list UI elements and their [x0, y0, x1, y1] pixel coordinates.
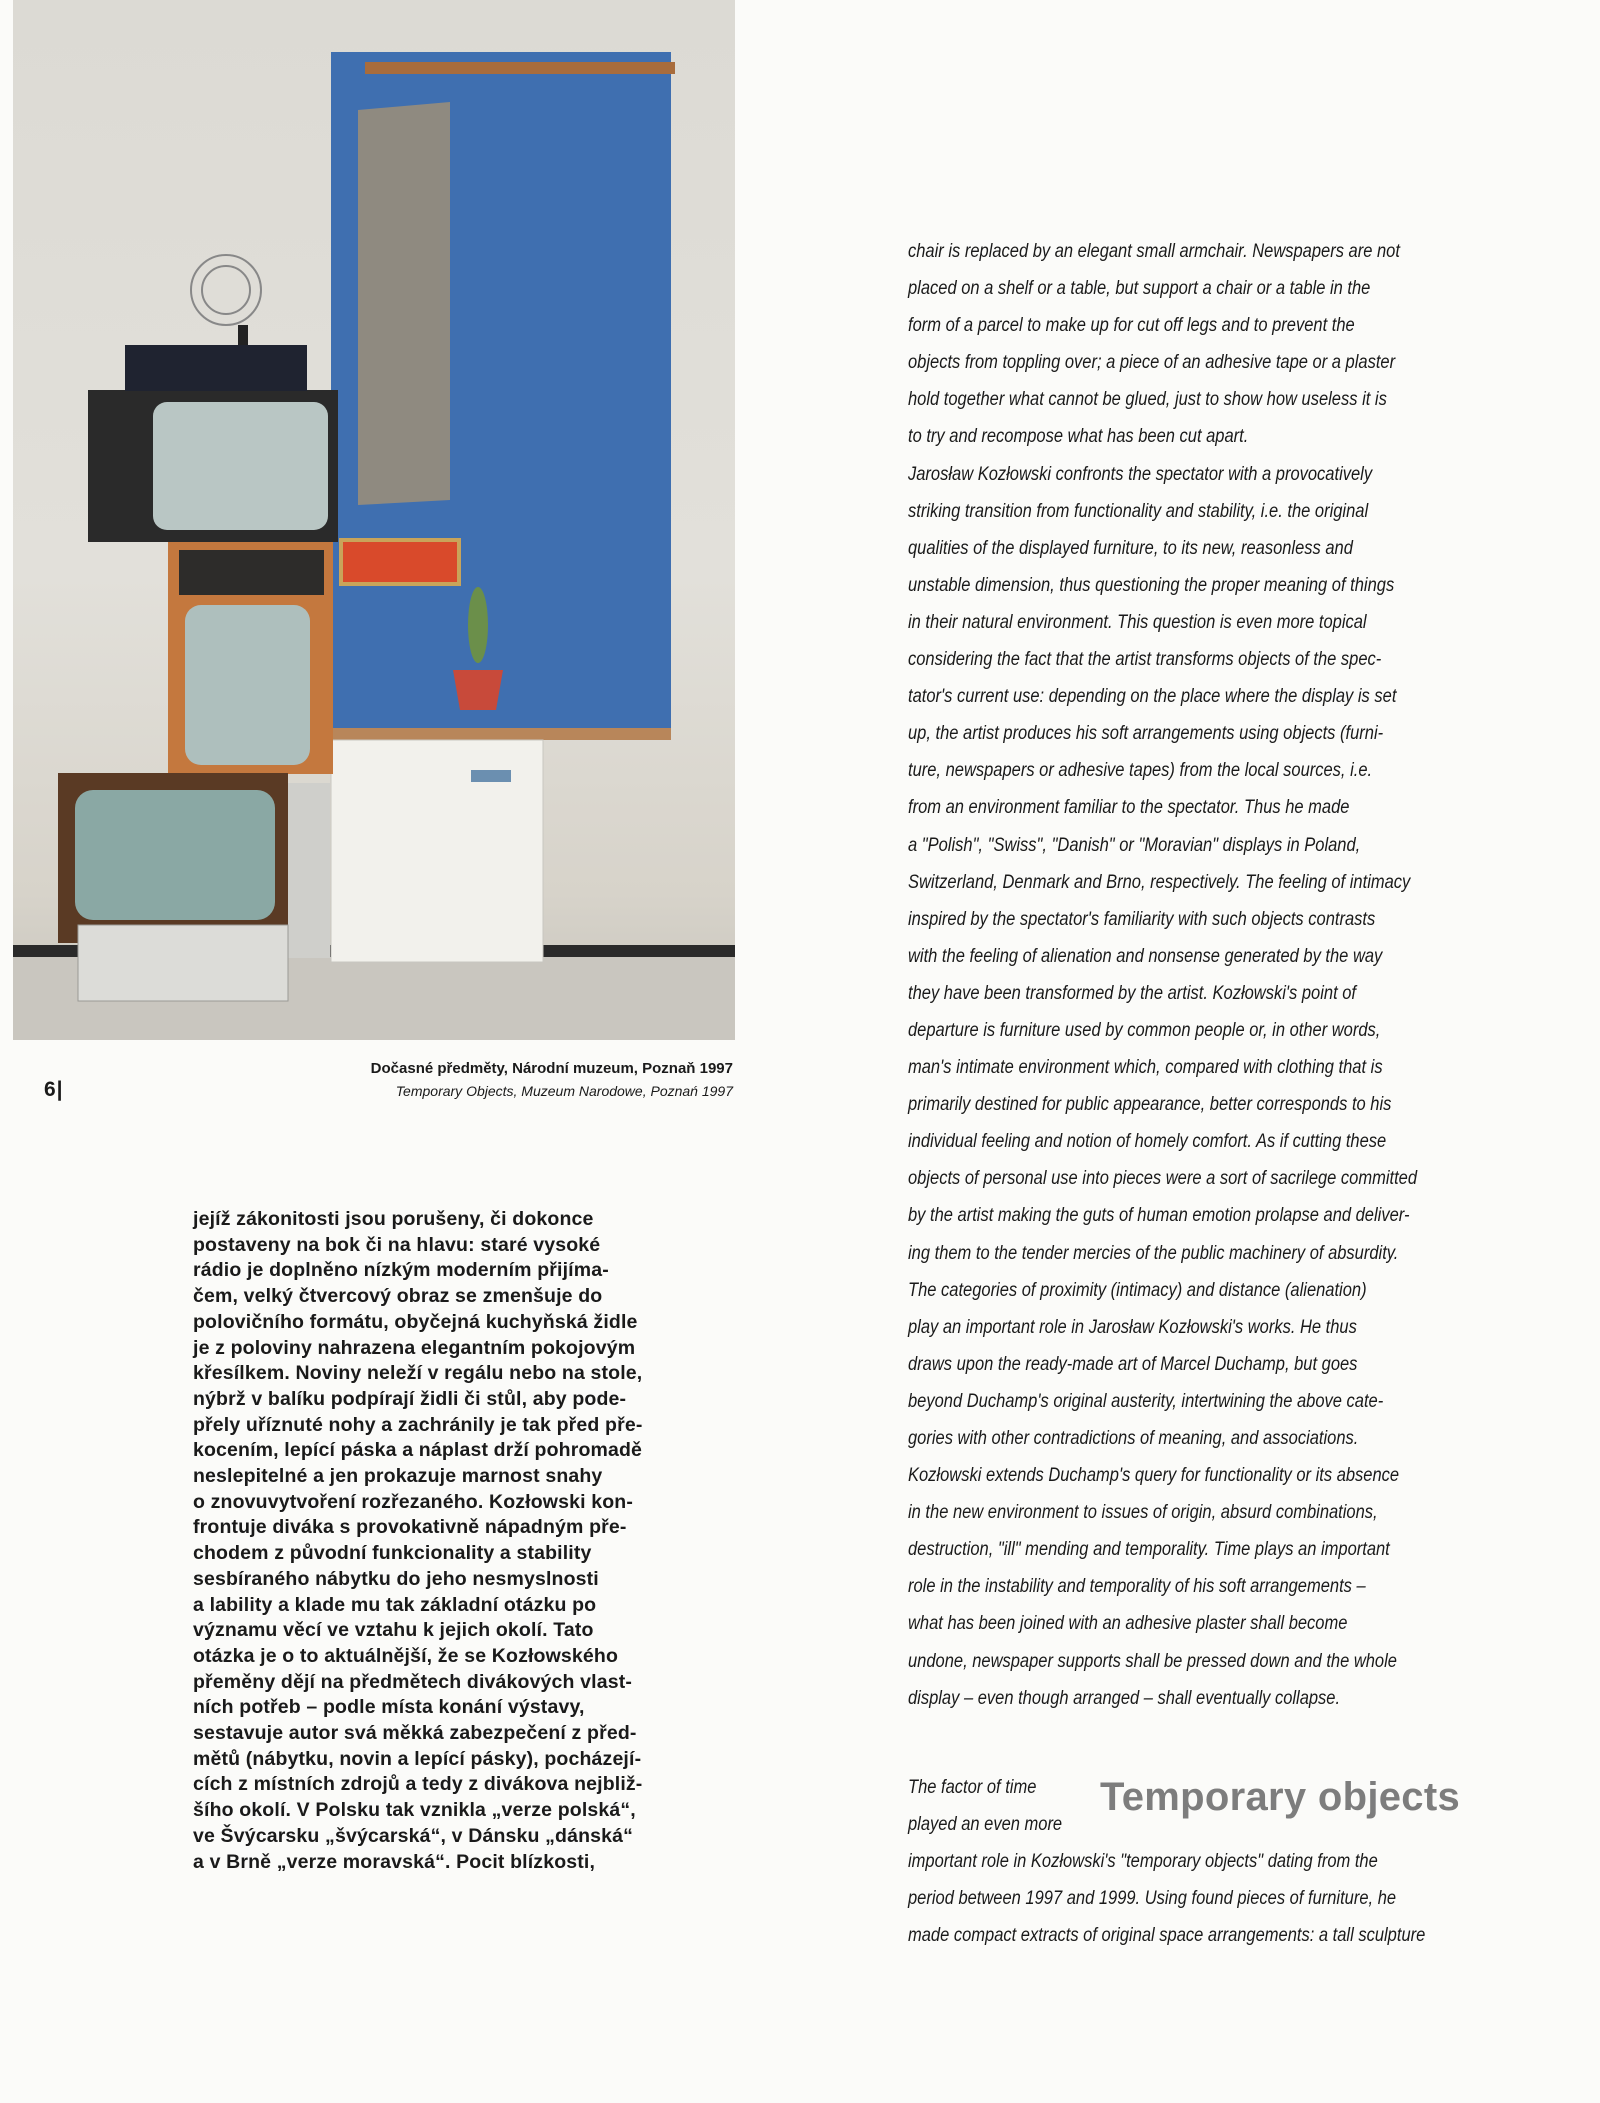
shelf [331, 728, 671, 740]
text-line: šího okolí. V Polsku tak vznikla „verze polská“, [193, 1799, 636, 1822]
text-line: přeměny dějí na předmětech divákových vlast- [193, 1670, 633, 1693]
text-line: from an environment familiar to the spectator. Thus he made [908, 797, 1350, 819]
text-line: tator's current use: depending on the place where the display is set [908, 686, 1397, 708]
text-line: gories with other contradictions of meaning, and associations. [908, 1428, 1359, 1449]
text-line: rádio je doplněno nízkým moderním přijíma- [193, 1259, 609, 1282]
installation-photo-icon [13, 0, 735, 1040]
text-line: Switzerland, Denmark and Brno, respectively. The feeling of intimacy [908, 871, 1411, 893]
text-line: made compact extracts of original space arrangements: a tall sculpture [908, 1925, 1426, 1947]
text-line: chair is replaced by an elegant small armchair. Newspapers are not [908, 241, 1400, 262]
text-line: sestavuje autor svá měkká zabezpečení z před- [193, 1722, 637, 1745]
text-line: qualities of the displayed furniture, to its new, reasonless and [908, 537, 1353, 559]
text-line: objects from toppling over; a piece of an adhesive tape or a plaster [908, 352, 1396, 374]
lead-line: The factor of time [908, 1777, 1037, 1798]
text-line: chodem z původní funkcionality a stability [193, 1542, 592, 1565]
text-line: draws upon the ready-made art of Marcel Duchamp, but goes [908, 1353, 1358, 1375]
page-number: 6| [44, 1078, 64, 1101]
text-line: departure is furniture used by common people or, in other words, [908, 1019, 1381, 1041]
text-line: individual feeling and notion of homely comfort. As if cutting these [908, 1131, 1387, 1153]
text-line: objects of personal use into pieces were a sort of sacrilege committed [908, 1168, 1418, 1190]
text-line: hold together what cannot be glued, just to show how useless it is [908, 389, 1387, 411]
text-line: inspired by the spectator's familiarity with such objects contrasts [908, 908, 1376, 930]
text-line: o znovuvytvoření rozřezaného. Kozłowski kon- [193, 1490, 633, 1513]
cactus [468, 587, 488, 663]
antenna-rings-inner [202, 266, 250, 314]
red-drawer [341, 540, 459, 584]
text-line: they have been transformed by the artist. Kozłowski's point of [908, 982, 1357, 1004]
text-line: křesílkem. Noviny neleží v regálu nebo na stole, [193, 1362, 643, 1385]
text-line: considering the fact that the artist transforms objects of the spec- [908, 649, 1382, 671]
mirror [358, 102, 450, 505]
text-line: Kozłowski extends Duchamp's query for functionality or its absence [908, 1465, 1400, 1487]
text-line: with the feeling of alienation and nonsense generated by the way [908, 945, 1383, 967]
czech-text-column [193, 1207, 783, 1875]
text-line: in their natural environment. This question is even more topical [908, 611, 1367, 633]
text-line: a "Polish", "Swiss", "Danish" or "Moravian" displays in Poland, [908, 834, 1361, 856]
text-line: ing them to the tender mercies of the public machinery of absurdity. [908, 1242, 1399, 1264]
text-line: form of a parcel to make up for cut off legs and to prevent the [908, 315, 1355, 337]
text-line: unstable dimension, thus questioning the proper meaning of things [908, 574, 1395, 596]
text-line: destruction, "ill" mending and temporality. Time plays an important [908, 1539, 1390, 1561]
text-line: významu věcí ve vztahu k jejich okolí. Tato [193, 1619, 594, 1642]
fridge [331, 740, 543, 962]
coat-rail [365, 62, 675, 74]
tv-middle-screen [185, 605, 310, 765]
section-heading: Temporary objects [1100, 1775, 1461, 1819]
text-line: Jarosław Kozłowski confronts the spectator with a provocatively [908, 463, 1373, 485]
text-line: postaveny na bok či na hlavu: staré vysoké [193, 1233, 601, 1256]
photo-caption-english: Temporary Objects, Muzeum Narodowe, Poznań 1997 [395, 1083, 733, 1099]
text-line: striking transition from functionality and stability, i.e. the original [908, 500, 1369, 522]
text-line: a v Brně „verze moravská“. Pocit blízkosti, [193, 1850, 596, 1873]
photo-caption-czech: Dočasné předměty, Národní muzeum, Poznaň 1997 [370, 1060, 733, 1077]
text-line: placed on a shelf or a table, but support a chair or a table in the [908, 278, 1371, 300]
text-line: up, the artist produces his soft arrangements using objects (furni- [908, 723, 1384, 745]
tv-bottom-side [288, 783, 330, 958]
english-text-column [908, 233, 1528, 1717]
text-line: primarily destined for public appearance, better corresponds to his [908, 1094, 1392, 1116]
text-line: čem, velký čtvercový obraz se zmenšuje do [193, 1285, 603, 1308]
text-line: frontuje diváka s provokativně nápadným pře- [193, 1516, 627, 1539]
text-line: otázka je o to aktuálnější, že se Kozłowského [193, 1644, 619, 1667]
text-line: role in the instability and temporality of his soft arrangements – [908, 1576, 1366, 1598]
text-line: přely uříznuté nohy a zachránily je tak před pře- [193, 1413, 643, 1436]
fridge-badge [471, 770, 511, 782]
cactus-pot [453, 670, 503, 710]
tv-top-screen [153, 402, 328, 530]
text-line: polovičního formátu, obyčejná kuchyňská židle [193, 1310, 638, 1333]
text-line: period between 1997 and 1999. Using found pieces of furniture, he [908, 1888, 1397, 1910]
text-line: nýbrž v balíku podpírají židli či stůl, aby pode- [193, 1387, 627, 1410]
installation-photo [13, 0, 735, 1040]
text-line: undone, newspaper supports shall be pressed down and the whole [908, 1650, 1397, 1672]
text-line: a lability a klade mu tak základní otázku po [193, 1593, 597, 1616]
text-line: what has been joined with an adhesive plaster shall become [908, 1613, 1348, 1635]
text-line: sesbíraného nábytku do jeho nesmyslnosti [193, 1567, 599, 1590]
text-line: by the artist making the guts of human emotion prolapse and deliver- [908, 1205, 1410, 1227]
text-line: important role in Kozłowski's "temporary objects" dating from the [908, 1851, 1378, 1873]
text-line: ve Švýcarsku „švýcarská“, v Dánsku „dánská“ [193, 1824, 634, 1847]
text-line: in the new environment to issues of origin, absurd combinations, [908, 1502, 1378, 1524]
text-line: ture, newspapers or adhesive tapes) from the local sources, i.e. [908, 760, 1373, 782]
text-line: cích z místních zdrojů a tedy z divákova nejbliž- [193, 1773, 643, 1796]
text-line: man's intimate environment which, compared with clothing that is [908, 1057, 1383, 1079]
text-line: The categories of proximity (intimacy) and distance (alienation) [908, 1279, 1367, 1301]
text-line: play an important role in Jarosław Kozłowski's works. He thus [908, 1316, 1357, 1338]
text-line: display – even though arranged – shall eventually collapse. [908, 1687, 1341, 1709]
text-line: neslepitelné a jen prokazuje marnost snahy [193, 1465, 603, 1488]
text-line: je z poloviny nahrazena elegantním pokojovým [193, 1336, 636, 1359]
text-line: to try and recompose what has been cut apart. [908, 426, 1249, 448]
text-line: ních potřeb – podle místa konání výstavy, [193, 1696, 585, 1719]
text-line: beyond Duchamp's original austerity, intertwining the above cate- [908, 1390, 1384, 1412]
text-line: mětů (nábytku, novin a lepící pásky), pocházejí- [193, 1747, 642, 1770]
antenna-base [238, 325, 248, 345]
lead-line: played an even more [908, 1814, 1063, 1836]
vcr [78, 925, 288, 1001]
text-line: jejíž zákonitosti jsou porušeny, či dokonce [193, 1208, 594, 1230]
section-text [908, 1769, 1600, 1954]
tv-middle-panel [179, 550, 324, 595]
tv-bottom-screen [75, 790, 275, 920]
text-line: kocením, lepící páska a náplast drží pohromadě [193, 1439, 643, 1462]
radio-receiver [125, 345, 307, 391]
